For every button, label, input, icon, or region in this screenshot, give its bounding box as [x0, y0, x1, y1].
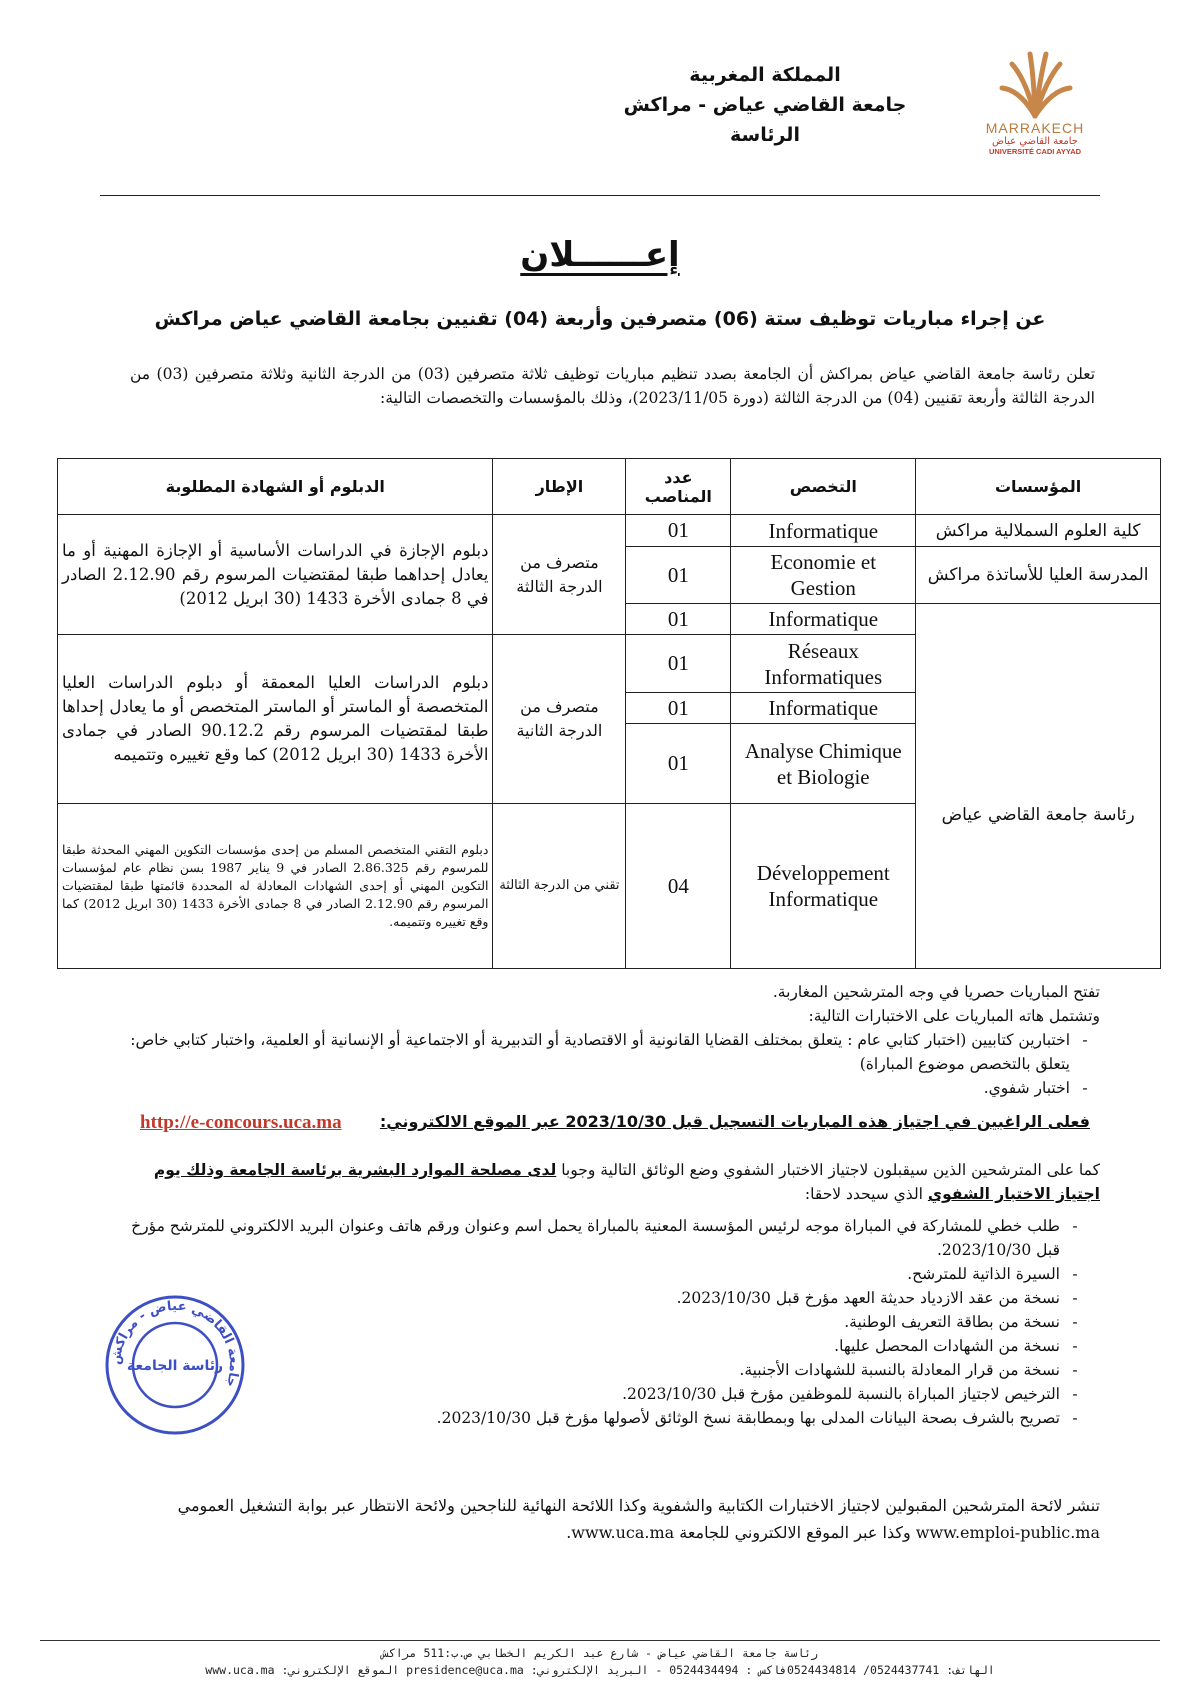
list-item: - اختبارين كتابيين (اختبار كتابي عام : يتعلق بمختلف القضايا القانونية أو الاقتصادية أو التدبيرية أو الاجتماعية أو الإنسانية أو العلمية، واختبار كتابي خاص: يتعلق بالتخصص موضوع المباراة) — [110, 1028, 1100, 1076]
university-name: جامعة القاضي عياض - مراكش — [623, 94, 907, 116]
table-row — [58, 515, 1161, 547]
presidency-label: الرئاسة — [730, 124, 800, 146]
exams-intro-line: وتشتمل هاته المباريات على الاختبارات التالية: — [808, 1007, 1100, 1025]
header-titles — [600, 60, 930, 150]
specialty-cell: Informatique — [731, 693, 916, 724]
count-cell: 01 — [626, 693, 731, 724]
document-header — [0, 50, 1200, 190]
logo-french-text: UNIVERSITÉ CADI AYYAD — [988, 147, 1082, 156]
count-cell: 01 — [626, 604, 731, 635]
count-cell: 04 — [626, 804, 731, 969]
kingdom-name: المملكة المغربية — [689, 64, 841, 86]
specialty-cell: Réseaux Informatiques — [731, 635, 916, 693]
presidency-stamp — [100, 1290, 250, 1440]
logo-arabic-text: جامعة القاضي عياض — [991, 136, 1078, 147]
footer-address: رئاسة جامعة القاضي عياض - شارع عبد الكريم الخطابي ص.ب:511 مراكش — [381, 1646, 819, 1660]
announcement-subtitle: عن إجراء مباريات توظيف ستة (06) متصرفين وأربعة (04) تقنيين بجامعة القاضي عياض مراكش — [154, 308, 1046, 330]
university-logo — [975, 50, 1095, 180]
list-item: - اختبار شفوي. — [110, 1076, 1100, 1100]
document-item-text: تصريح بالشرف بصحة البيانات المدلى بها وبمطابقة نسخ الوثائق لأصولها مؤرخ قبل 2023/10/30. — [436, 1409, 1060, 1427]
logo-brand-text: MARRAKECH — [985, 120, 1085, 136]
col-count: عدد المناصب — [626, 459, 731, 515]
conditions-block — [110, 980, 1100, 1100]
specialty-cell: Economie et Gestion — [731, 547, 916, 604]
count-cell: 01 — [626, 547, 731, 604]
documents-intro-emphasis: لدى مصلحة الموارد البشرية برئاسة الجامعة وذلك يوم اجتياز الاختبار الشفوي — [153, 1161, 1100, 1203]
page-footer — [40, 1645, 1160, 1679]
diploma-cell: دبلوم التقني المتخصص المسلم من إحدى مؤسسات التكوين المهني المحدثة طبقا للمرسوم رقم 2.86.325 الصادر في 9 يناير 1987 بسن نظام عام لمؤسسات التكوين المهني أو إحدى الشهادات المعادلة له المحددة قائمتها طبقا لمقتضيات المرسوم رقم 2.12.90 الصادر في 8 جمادى الأخرة 1433 (30 ابريل 2012) كما وقع تغييره وتتميمه. — [58, 804, 493, 969]
footer-contacts: الهاتف: 0524437741/ 0524434814فاكس : 0524434494 - البريد الإلكتروني: presidence@uca.ma الموقع الإلكتروني: www.uca.ma — [205, 1663, 995, 1677]
specialty-cell: Développement Informatique — [731, 804, 916, 969]
count-cell: 01 — [626, 724, 731, 804]
count-cell: 01 — [626, 515, 731, 547]
registration-text: فعلى الراغبين في اجتياز هذه المباريات التسجيل قبل 2023/10/30 عبر الموقع الالكتروني: — [379, 1112, 1090, 1131]
institution-cell: رئاسة جامعة القاضي عياض — [916, 604, 1161, 969]
documents-intro: كما على المترشحين الذين سيقبلون لاجتياز الاختبار الشفوي وضع الوثائق التالية وجوبا لدى مصلحة الموارد البشرية برئاسة الجامعة وذلك يوم اجتياز الاختبار الشفوي الذي سيحدد لاحقا: — [153, 1161, 1100, 1203]
stamp-ring-text: جامعة القاضي عياض - مراكش — [108, 1298, 242, 1389]
header-divider — [100, 195, 1100, 196]
institution-cell: كلية العلوم السملالية مراكش — [916, 515, 1161, 547]
diploma-cell: دبلوم الدراسات العليا المعمقة أو دبلوم الدراسات العليا المتخصصة أو الماستر أو الماستر المتخصص أو ما يعادل إحداها طبقا لمقتضيات المرسوم رقم 90.12.2 الصادر في جمادى الأخرة 1433 (30 ابريل 2012) كما وقع تغييره وتتميمه — [58, 635, 493, 804]
publication-paragraph: تنشر لائحة المترشحين المقبولين لاجتياز الاختبارات الكتابية والشفوية وكذا اللائحة النهائية للناجحين ولائحة الانتظار عبر بوابة التشغيل العمومي www.emploi-public.ma وكذا عبر الموقع الالكتروني للجامعة www.uca.ma. — [177, 1496, 1100, 1542]
table-header-row — [58, 459, 1161, 515]
list-item: - نسخة من بطاقة التعريف الوطنية. — [110, 1310, 1090, 1334]
svg-text:جامعة القاضي عياض - مراكش — [108, 1299, 241, 1389]
specialty-cell: Informatique — [731, 515, 916, 547]
registration-link[interactable]: http://e-concours.uca.ma — [140, 1112, 342, 1133]
col-diploma: الدبلوم أو الشهادة المطلوبة — [58, 459, 493, 515]
documents-list — [110, 1214, 1100, 1430]
written-exams-text: اختبارين كتابيين (اختبار كتابي عام : يتعلق بمختلف القضايا القانونية أو الاقتصادية أو التدبيرية أو الاجتماعية أو الإنسانية أو العلمية، واختبار كتابي خاص: يتعلق بالتخصص موضوع المباراة) — [130, 1031, 1070, 1073]
intro-paragraph: تعلن رئاسة جامعة القاضي عياض بمراكش أن الجامعة بصدد تنظيم مباريات توظيف ثلاثة متصرفين (03) من الدرجة الثانية وثلاثة متصرفين (03) من الدرجة الثالثة وأربعة تقنيين (04) من الدرجة الثالثة (دورة 2023/11/05)، وذلك بالمؤسسات والتخصصات التالية: — [130, 365, 1096, 407]
palm-logo-icon — [990, 50, 1080, 120]
document-item-text: نسخة من قرار المعادلة بالنسبة للشهادات الأجنبية. — [739, 1361, 1060, 1379]
col-cadre: الإطار — [493, 459, 626, 515]
list-item: - السيرة الذاتية للمترشح. — [110, 1262, 1090, 1286]
institution-cell: المدرسة العليا للأساتذة مراكش — [916, 547, 1161, 604]
list-item: - طلب خطي للمشاركة في المباراة موجه لرئيس المؤسسة المعنية بالمباراة يحمل اسم وعنوان ورقم هاتف وعنوان البريد الالكتروني للمترشح مؤرخ قبل 2023/10/30. — [110, 1214, 1090, 1262]
eligibility-line: تفتح المباريات حصريا في وجه المترشحين المغاربة. — [772, 983, 1100, 1001]
document-item-text: السيرة الذاتية للمترشح. — [907, 1265, 1060, 1283]
list-item: - نسخة من قرار المعادلة بالنسبة للشهادات الأجنبية. — [110, 1358, 1090, 1382]
list-item: - نسخة من الشهادات المحصل عليها. — [110, 1334, 1090, 1358]
cadre-cell: متصرف من الدرجة الثالثة — [493, 515, 626, 635]
oral-exam-text: اختبار شفوي. — [983, 1079, 1070, 1097]
cadre-cell: تقني من الدرجة الثالثة — [493, 804, 626, 969]
col-specialty: التخصص — [731, 459, 916, 515]
cadre-cell: متصرف من الدرجة الثانية — [493, 635, 626, 804]
footer-divider — [40, 1640, 1160, 1641]
col-institutions: المؤسسات — [916, 459, 1161, 515]
documents-block — [110, 1158, 1100, 1430]
positions-table — [57, 458, 1161, 969]
document-item-text: نسخة من بطاقة التعريف الوطنية. — [844, 1313, 1060, 1331]
list-item: - الترخيص لاجتياز المباراة بالنسبة للموظفين مؤرخ قبل 2023/10/30. — [110, 1382, 1090, 1406]
stamp-center-text: رئاسة الجامعة — [126, 1358, 224, 1374]
registration-line — [140, 1112, 1090, 1134]
announcement-title: إعــــــلان — [520, 235, 680, 275]
diploma-cell: دبلوم الإجازة في الدراسات الأساسية أو الإجازة المهنية أو ما يعادل إحداهما طبقا لمقتضيات المرسوم رقم 2.12.90 الصادر في 8 جمادى الأخرة 1433 (30 ابريل 2012) — [58, 515, 493, 635]
document-item-text: نسخة من الشهادات المحصل عليها. — [834, 1337, 1060, 1355]
count-cell: 01 — [626, 635, 731, 693]
document-item-text: طلب خطي للمشاركة في المباراة موجه لرئيس المؤسسة المعنية بالمباراة يحمل اسم وعنوان ورقم هاتف وعنوان البريد الالكتروني للمترشح مؤرخ قبل 2023/10/30. — [131, 1217, 1060, 1259]
document-item-text: الترخيص لاجتياز المباراة بالنسبة للموظفين مؤرخ قبل 2023/10/30. — [622, 1385, 1060, 1403]
list-item: - نسخة من عقد الازدياد حديثة العهد مؤرخ قبل 2023/10/30. — [110, 1286, 1090, 1310]
document-item-text: نسخة من عقد الازدياد حديثة العهد مؤرخ قبل 2023/10/30. — [676, 1289, 1060, 1307]
specialty-cell: Informatique — [731, 604, 916, 635]
specialty-cell: Analyse Chimique et Biologie — [731, 724, 916, 804]
list-item: - تصريح بالشرف بصحة البيانات المدلى بها وبمطابقة نسخ الوثائق لأصولها مؤرخ قبل 2023/10/30. — [110, 1406, 1090, 1430]
